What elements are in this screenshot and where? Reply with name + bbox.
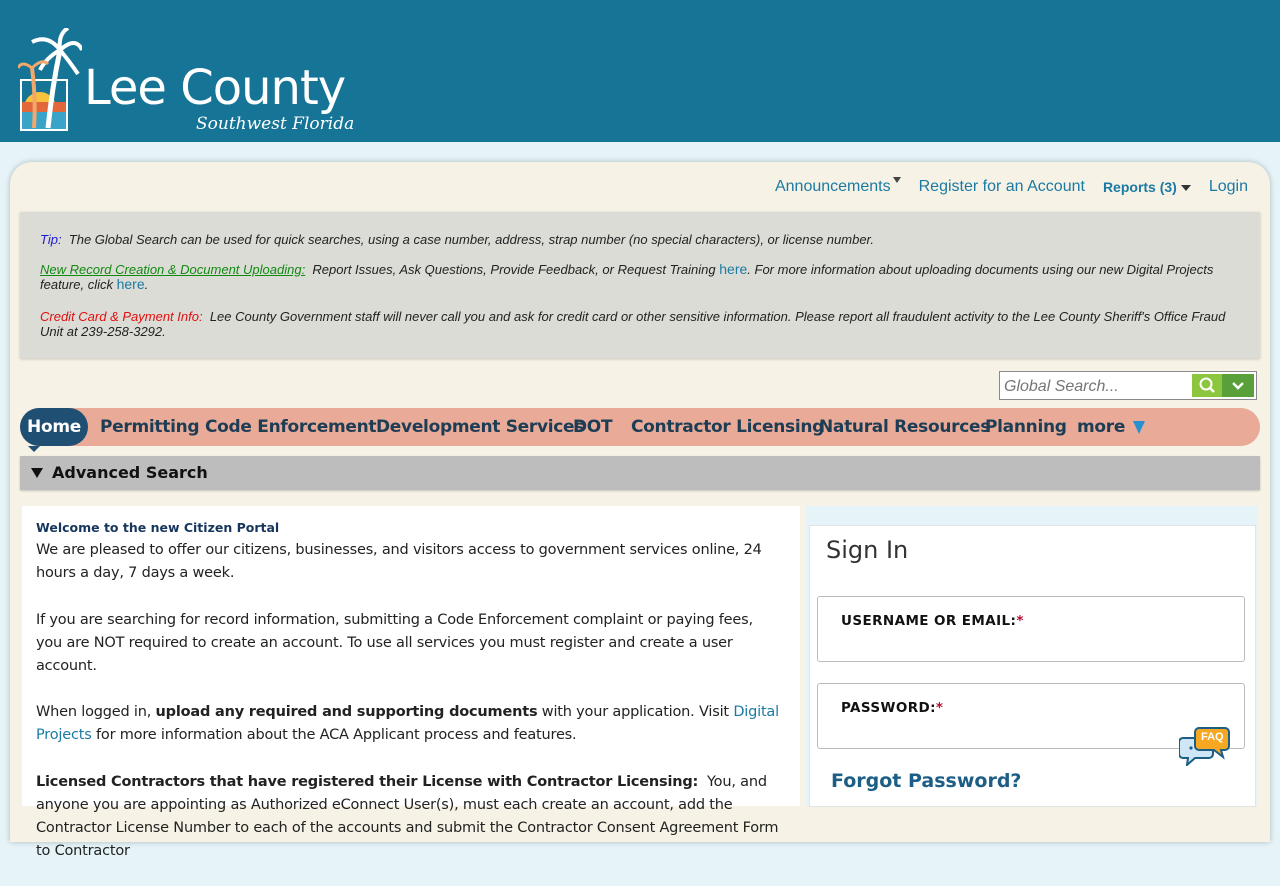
nav-code-enforcement[interactable]: Code Enforcement — [205, 417, 377, 437]
p4-text: You, and anyone you are appointing as Authorized eConnect User(s), must each create an account, add the Contractor License Number to each of the accounts and submit the Contractor Consent Agreement Form to Contractor — [36, 773, 779, 859]
top-links — [775, 176, 1248, 198]
welcome-content — [22, 506, 800, 859]
nav-development-services[interactable]: Development Services — [376, 417, 585, 437]
main-nav — [20, 408, 1260, 446]
global-search-input[interactable] — [1002, 374, 1194, 399]
register-link[interactable]: Register for an Account — [918, 178, 1085, 195]
username-field[interactable] — [817, 596, 1245, 662]
faq-label: FAQ — [1201, 731, 1224, 743]
nav-active-indicator — [28, 446, 40, 452]
nav-planning[interactable]: Planning — [985, 417, 1067, 437]
tip-text: The Global Search can be used for quick searches, using a case number, address, strap number (no special characters), or license number. — [68, 232, 875, 247]
announcements-link[interactable] — [775, 178, 901, 196]
p3-post: for more information about the ACA Applicant process and features. — [96, 727, 577, 743]
nav-dot[interactable]: DOT — [573, 417, 613, 437]
new-record-line — [40, 262, 1240, 292]
more-dropdown-icon — [1133, 421, 1145, 434]
p4-bold: Licensed Contractors that have registered their License with Contractor Licensing: — [36, 773, 699, 790]
nav-permitting[interactable]: Permitting — [100, 417, 200, 437]
announcements-dropdown-icon — [893, 177, 901, 183]
forgot-password-link[interactable]: Forgot Password? — [831, 770, 1022, 792]
site-header — [0, 0, 1280, 142]
new-record-text3: . — [144, 277, 149, 292]
global-search — [999, 371, 1257, 400]
announcements-label: Announcements — [774, 178, 891, 195]
username-label-text: USERNAME OR EMAIL: — [841, 613, 1017, 629]
welcome-title: Welcome to the new Citizen Portal — [36, 520, 280, 535]
report-issues-here-link[interactable]: here — [719, 261, 748, 277]
p3-mid: with your application. Visit — [541, 704, 729, 720]
required-mark: * — [1016, 613, 1024, 629]
p3-pre: When logged in, — [36, 704, 152, 720]
search-icon — [1192, 374, 1222, 397]
password-label-text: PASSWORD: — [841, 700, 936, 716]
new-record-text2: . For more information about uploading documents using our new Digital Projects feature, click — [40, 262, 1214, 292]
welcome-paragraph-1: We are pleased to offer our citizens, businesses, and visitors access to government services online, 24 hours a day, 7 days a week. — [36, 542, 762, 581]
signin-title: Sign In — [826, 536, 909, 564]
credit-card-line — [40, 309, 1240, 339]
welcome-text — [36, 520, 782, 886]
nav-contractor-licensing[interactable]: Contractor Licensing — [631, 417, 825, 437]
tip-line — [40, 232, 1240, 247]
chevron-down-icon — [1222, 374, 1254, 397]
expand-triangle-icon — [31, 468, 43, 478]
reports-label: Reports (3) — [1102, 179, 1177, 195]
p3-bold: upload any required and supporting documents — [155, 704, 538, 720]
welcome-paragraph-2: If you are searching for record information, submitting a Code Enforcement complaint or paying fees, you are NOT required to create an account. To use all services you must register and create a user account. — [36, 611, 753, 674]
search-options-dropdown[interactable] — [1222, 374, 1254, 397]
welcome-paragraph-4 — [36, 771, 782, 863]
new-record-text1: Report Issues, Ask Questions, Provide Feedback, or Request Training — [312, 262, 716, 277]
advanced-search-label: Advanced Search — [52, 463, 208, 482]
faq-button[interactable] — [1179, 726, 1231, 766]
required-mark: * — [935, 700, 944, 716]
lee-county-logo[interactable] — [18, 28, 355, 136]
reports-link[interactable] — [1103, 179, 1191, 195]
tip-label: Tip: — [40, 232, 62, 247]
palm-tree-logo-icon — [18, 28, 82, 136]
nav-natural-resources[interactable]: Natural Resources — [819, 417, 991, 437]
digital-projects-link[interactable]: Digital Projects — [36, 704, 779, 743]
new-record-label: New Record Creation & Document Uploading: — [40, 262, 306, 277]
digital-projects-here-link[interactable]: here — [116, 276, 145, 292]
tip-box — [20, 212, 1260, 358]
advanced-search-toggle[interactable] — [20, 456, 1260, 490]
password-label — [841, 700, 943, 716]
logo-name: Lee County — [84, 60, 346, 116]
credit-card-label: Credit Card & Payment Info: — [40, 309, 203, 324]
logo-subtitle: Southwest Florida — [196, 114, 355, 134]
login-link[interactable]: Login — [1208, 178, 1248, 195]
search-button[interactable] — [1192, 374, 1222, 397]
welcome-paragraph-3 — [36, 701, 782, 747]
credit-card-text: Lee County Government staff will never call you and ask for credit card or other sensitive information. Please report all fraudulent activity to the Lee County Sheriff's Office Fraud Unit at 239-258-3292. — [40, 309, 1226, 339]
reports-dropdown-icon — [1181, 185, 1191, 191]
username-label — [841, 613, 1024, 629]
nav-home[interactable]: Home — [20, 408, 88, 446]
nav-more-label: more — [1077, 417, 1126, 437]
nav-more[interactable] — [1077, 408, 1145, 446]
